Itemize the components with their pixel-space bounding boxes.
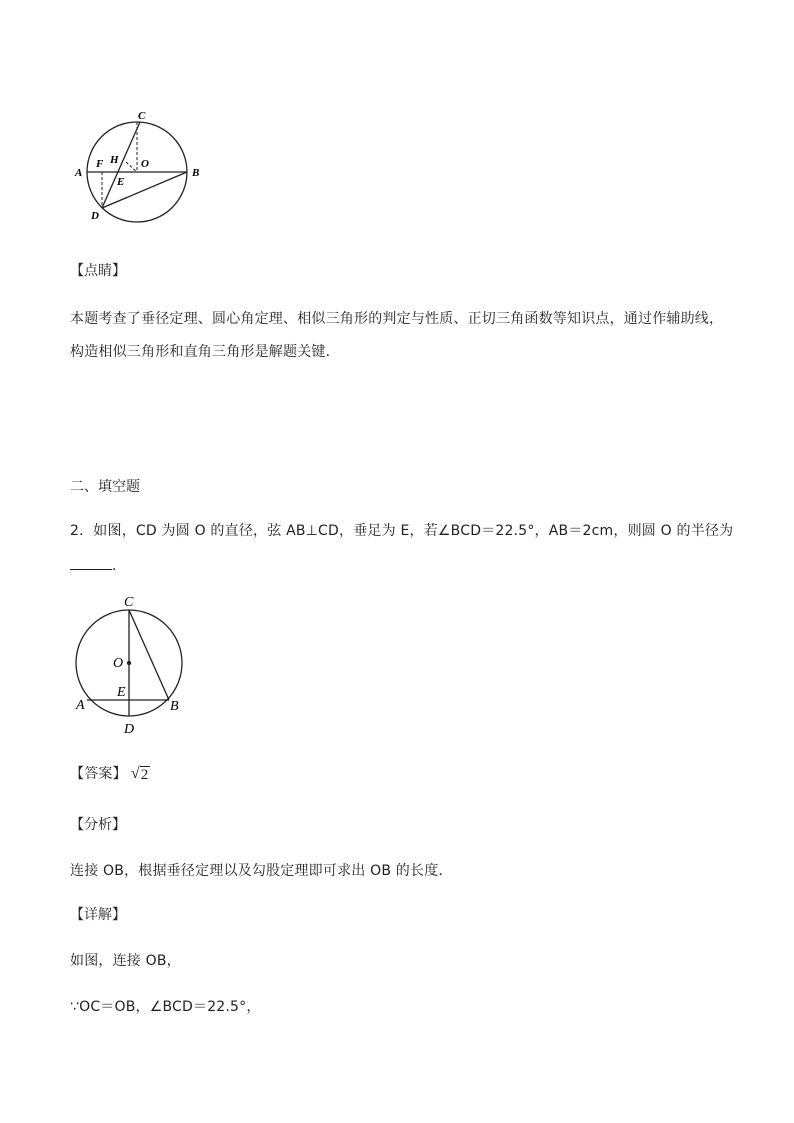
label-d: D <box>91 210 99 222</box>
label-f: F <box>96 158 104 170</box>
question-2-blank-line <box>70 555 126 576</box>
label-o: O <box>141 158 149 170</box>
label-b: B <box>170 699 179 714</box>
detail-line-1: 如图，连接 OB， <box>70 953 181 969</box>
dianjing-line-1: 本题考查了垂径定理、圆心角定理、相似三角形的判定与性质、正切三角函数等知识点，通过作辅助线， <box>70 311 724 327</box>
label-a: A <box>76 698 85 713</box>
center-point <box>127 661 131 665</box>
radical-sign: √ <box>130 765 140 782</box>
circle-diagram-1 <box>70 105 210 225</box>
analysis-text: 连接 OB，根据垂径定理以及勾股定理即可求出 OB 的长度． <box>70 863 453 879</box>
label-c: C <box>124 595 134 610</box>
chord-cd <box>102 122 140 208</box>
detail-heading: 【详解】 <box>70 907 126 923</box>
section-heading: 二、填空题 <box>70 479 140 495</box>
label-c: C <box>138 110 146 122</box>
answer-heading: 【答案】 <box>70 766 127 782</box>
dianjing-line-2: 构造相似三角形和直角三角形是解题关键． <box>70 344 340 360</box>
figure-circle-2 <box>70 590 200 738</box>
blank-suffix: ． <box>112 558 127 574</box>
label-e: E <box>117 685 126 700</box>
label-b: B <box>192 167 200 179</box>
answer-line <box>70 764 150 784</box>
radicand: 2 <box>140 767 149 783</box>
dashed-ho <box>126 162 137 172</box>
figure-circle-1 <box>70 105 210 225</box>
label-d: D <box>124 722 135 737</box>
label-h: H <box>110 154 119 166</box>
question-2-text: 2．如图，CD 为圆 O 的直径，弦 AB⊥CD，垂足为 E，若∠BCD＝22.5°，AB＝2cm，则圆 O 的半径为 <box>70 523 734 539</box>
circle-diagram-2 <box>70 590 200 738</box>
chord-db <box>102 172 187 208</box>
sqrt-two <box>131 764 150 784</box>
segment-cb <box>129 610 169 700</box>
label-e: E <box>117 176 125 188</box>
label-a: A <box>75 167 83 179</box>
detail-line-2: ∵OC＝OB，∠BCD＝22.5°， <box>70 999 261 1015</box>
analysis-heading: 【分析】 <box>70 817 126 833</box>
dianjing-heading: 【点睛】 <box>70 263 126 279</box>
answer-blank <box>70 555 112 570</box>
label-o: O <box>113 656 124 671</box>
